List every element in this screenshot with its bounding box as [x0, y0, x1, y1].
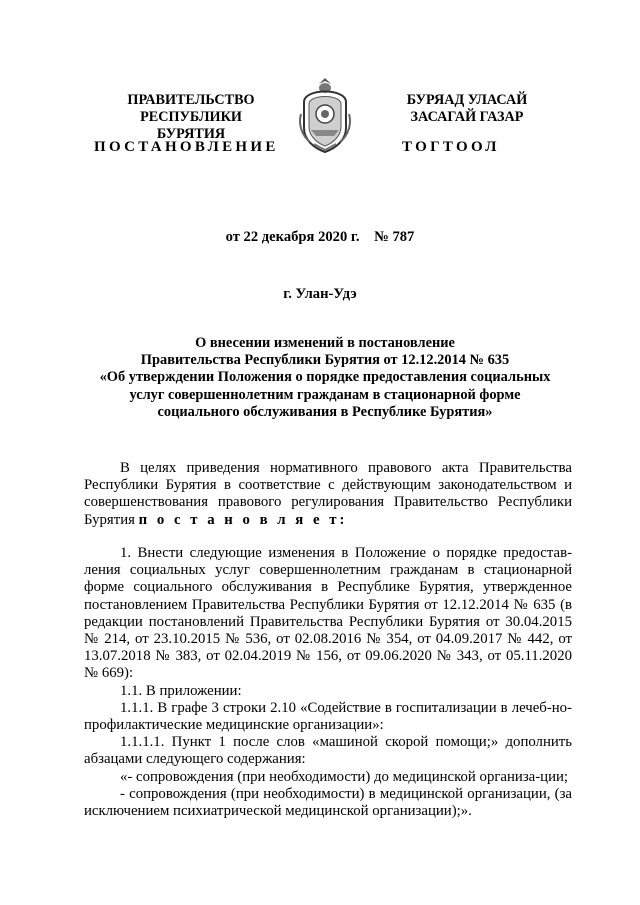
preamble: [84, 460, 572, 529]
decree-title-bua: ТОГТООЛ: [402, 139, 500, 155]
city: г. Улан-Удэ: [283, 286, 357, 302]
header-right-line1: БУРЯАД УЛАСАЙ: [406, 92, 528, 108]
preamble-paragraph: [84, 460, 572, 529]
decree-title-ru: ПОСТАНОВЛЕНИЕ: [94, 139, 279, 155]
title-line: Правительства Республики Бурятия от 12.12.2014 № 635: [140, 352, 510, 369]
preamble-text: В целях приведения нормативного правового акта Правительства Республики Бурятия в соответствие с действующим законодательством и совершенствования правового регулирования Правительство Республики Бурятия: [84, 460, 572, 528]
header-left-line1: ПРАВИТЕЛЬСТВО: [127, 92, 255, 108]
title-line: услуг совершеннолетним гражданам в стационарной форме: [129, 386, 521, 403]
header-left-line2: РЕСПУБЛИКИ БУРЯТИЯ: [140, 109, 242, 142]
header-left-block: [106, 92, 276, 143]
item-paragraph: 1.1.1. В графе 3 строки 2.10 «Содействие в госпитализации в лечеб-но-профилактические медицинские организации»:: [84, 699, 572, 734]
item-paragraph: «- сопровождения (при необходимости) до медицинской организа-ции;: [120, 768, 569, 785]
preamble-emphasis: п о с т а н о в л я е т:: [138, 511, 348, 528]
item-paragraph: 1.1.1.1. Пункт 1 после слов «машиной скорой помощи;» дополнить абзацами следующего содержания:: [84, 734, 572, 768]
title-line: «Об утверждении Положения о порядке предоставления социальных: [99, 369, 551, 386]
decree-items: [84, 545, 572, 820]
header-right-line2: ЗАСАГАЙ ГАЗАР: [410, 109, 524, 125]
title-line: социального обслуживания в Республике Бурятия»: [157, 403, 493, 420]
document-title: [80, 335, 570, 421]
item-paragraph: 1. Внести следующие изменения в Положение о порядке предостав-ления социальных услуг совершеннолетним гражданам в стационарной форме социального обслуживания в Республике Бурятия, утвержденное постановлением Правительства Республики Бурятия от 12.12.2014 № 635 (в редакции постановлений Правительства Республики Бурятия от 30.04.2015 № 214, от 23.10.2015 № 536, от 02.08.2016 № 354, от 04.09.2017 № 442, от 13.07.2018 № 383, от 02.04.2019 № 156, от 09.06.2020 № 343, от 05.11.2020 № 669):: [84, 545, 572, 682]
item-paragraph: 1.1. В приложении:: [120, 682, 242, 699]
date-and-number: от 22 декабря 2020 г. № 787: [225, 229, 415, 245]
coat-of-arms-icon: [296, 74, 354, 156]
header-right-block: [382, 92, 552, 126]
item-paragraph: - сопровождения (при необходимости) в медицинской организации, (за исключением психиатрической медицинской организации);».: [84, 785, 572, 820]
title-line: О внесении изменений в постановление: [195, 335, 455, 351]
